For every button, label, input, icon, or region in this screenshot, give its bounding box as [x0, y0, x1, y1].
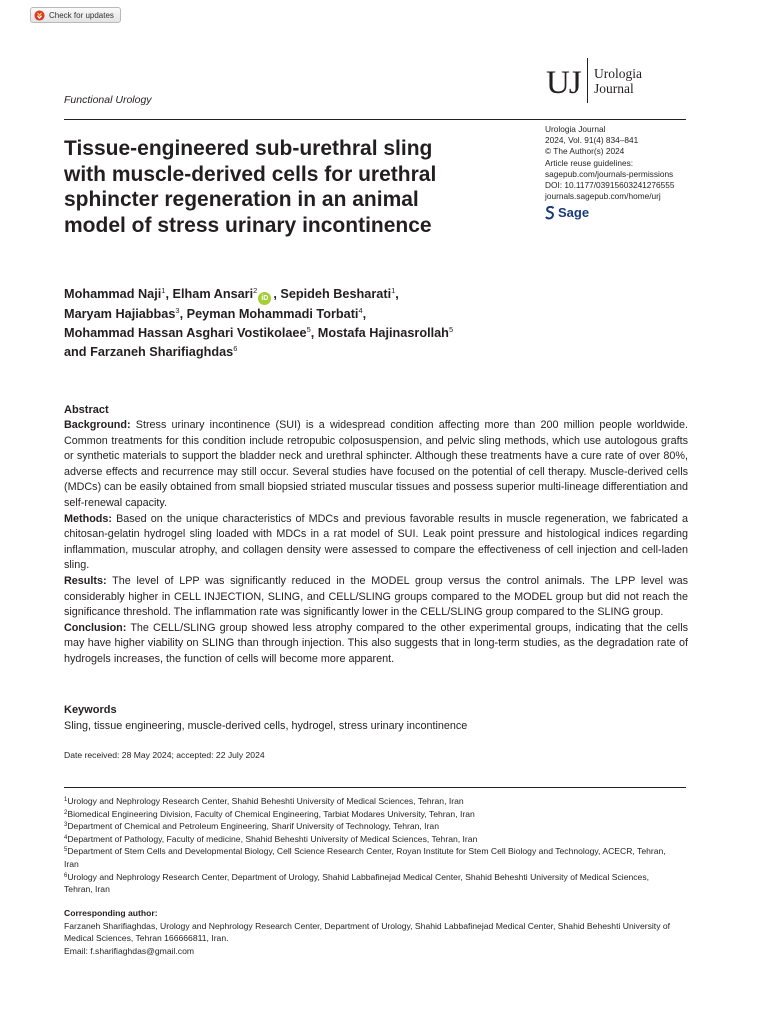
- article-title: Tissue-engineered sub-urethral sling with muscle-derived cells for urethral sphincter regeneration in an animal model of stress urinary incontinence: [64, 137, 437, 237]
- meta-reuse-label: Article reuse guidelines:: [545, 157, 634, 168]
- meta-journal-link[interactable]: journals.sagepub.com/home/urj: [545, 191, 661, 202]
- author-line: Mohammad Hassan Asghari Vostikolaee$^5$, Mostafa Hajinasrollah$^5$: [64, 325, 454, 340]
- abstract: [64, 403, 688, 668]
- journal-logo-mark: UJ: [546, 65, 581, 101]
- keywords-text: Sling, tissue engineering, muscle-derived cells, hydrogel, stress urinary incontinence: [64, 720, 468, 732]
- affiliations: [64, 795, 679, 896]
- author-name: Maryam Hajiabbas: [64, 307, 176, 321]
- abstract-methods: Methods: Based on the unique characteristics of MDCs and previous favorable results in muscle regeneration, we fabricated a chitosan-gelatin hydrogel sling loaded with MDCs in a rat model of SUI. Leak point pressure and histological indices regarding inflammation, muscular atrophy, and collagen density were assessed to compare the effectiveness of cell injection and cell-laden sling.: [64, 512, 688, 572]
- publisher-name: Sage: [558, 205, 590, 220]
- keywords-heading: Keywords: [64, 704, 117, 716]
- author-name: Elham Ansari: [172, 287, 254, 301]
- check-for-updates-label: Check for updates: [49, 10, 114, 20]
- affiliations-rule: [64, 787, 686, 788]
- received-dates: Date received: 28 May 2024; accepted: 22 July 2024: [64, 750, 265, 760]
- check-for-updates-badge[interactable]: [30, 7, 121, 23]
- check-for-updates-icon: [34, 10, 45, 21]
- affiliation-item: $^2$Biomedical Engineering Division, Faculty of Chemical Engineering, Tarbiat Modares University, Tehran, Iran: [64, 808, 475, 819]
- meta-permissions-link[interactable]: sagepub.com/journals-permissions: [545, 168, 674, 179]
- meta-volume: 2024, Vol. 91(4) 834–841: [545, 135, 639, 146]
- author-line: Maryam Hajiabbas$^3$, Peyman Mohammadi Torbati$^4$,: [64, 306, 367, 321]
- abstract-results: Results: The level of LPP was significantly reduced in the MODEL group versus the control animals. The LPP level was considerably higher in CELL INJECTION, SLING, and CELL/SLING groups compared to the MODEL group but did not reach the significance threshold. The inflammation rate was significantly lower in the CELL/SLING group compared to the SLING group.: [64, 574, 688, 619]
- affiliation-item: $^6$Urology and Nephrology Research Center, Department of Urology, Shahid Labbafinejad Medical Center, Shahid Beheshti University of Medical Sciences, Tehran, Iran: [64, 871, 650, 895]
- meta-journal-name: Urologia Journal: [545, 124, 606, 134]
- corresponding-author: [64, 907, 684, 957]
- author-line: Mohammad Naji$^1$, Elham Ansari$^2$iD , Sepideh Besharati$^1$,: [64, 285, 544, 305]
- abstract-conclusion: Conclusion: The CELL/SLING group showed less atrophy compared to the other experimental groups, indicating that the cells may have higher viability on SLING than through injection. This also suggests that in long-term studies, as the degradation rate of hydrogels increases, the function of cells will become more apparent.: [64, 621, 688, 665]
- meta-copyright: © The Author(s) 2024: [545, 146, 625, 157]
- corresponding-heading: Corresponding author:: [64, 908, 158, 918]
- abstract-heading: Abstract: [64, 404, 109, 416]
- journal-logo-name: Urologia Journal: [594, 66, 642, 96]
- orcid-icon[interactable]: iD: [258, 292, 271, 305]
- author-name: Mohammad Hassan Asghari Vostikolaee: [64, 326, 307, 340]
- author-name: Mohammad Naji: [64, 287, 162, 301]
- affiliation-item: $^3$Department of Chemical and Petroleum Engineering, Sharif University of Technology, Tehran, Iran: [64, 821, 439, 832]
- author-name: Peyman Mohammadi Torbati: [186, 307, 359, 321]
- header-rule: [64, 119, 686, 120]
- meta-doi-link[interactable]: DOI: 10.1177/03915603241276555: [545, 180, 675, 191]
- keywords: [64, 703, 688, 734]
- affiliation-item: $^5$Department of Stem Cells and Developmental Biology, Cell Science Research Center, Royan Institute for Stem Cell Biology and Technology, ACECR, Tehran, Iran: [64, 846, 666, 869]
- publisher-logo: [545, 205, 589, 220]
- sage-logo-icon: [545, 206, 555, 220]
- author-name: Sepideh Besharati: [280, 287, 392, 301]
- corresponding-email[interactable]: Email: f.sharifiaghdas@gmail.com: [64, 945, 195, 956]
- author-list: [64, 285, 544, 362]
- affiliation-item: $^1$Urology and Nephrology Research Center, Shahid Beheshti University of Medical Sciences, Tehran, Iran: [64, 796, 464, 806]
- journal-metadata: [545, 124, 695, 202]
- author-name: and Farzaneh Sharifiaghdas: [64, 345, 234, 359]
- journal-logo-divider: [587, 58, 588, 103]
- abstract-background: Background: Stress urinary incontinence (SUI) is a widespread condition affecting more than 200 million people worldwide. Common treatments for this condition include retropubic colposuspension, and pelvic sling methods, which use autologous grafts or synthetic materials to support the bladder neck and urethral sphincter. Although these treatments have a cure rate of over 80%, adverse effects and recurrence may still occur. Several studies have focused on the potential of cell therapy. Muscle-derived cells (MDCs) can be easily obtained from small biopsied striated muscular tissues and possess superior multi-lineage differentiation and self-renewal capacity.: [64, 419, 688, 509]
- author-name: Mostafa Hajinasrollah: [317, 326, 449, 340]
- author-line: and Farzaneh Sharifiaghdas$^6$: [64, 344, 238, 359]
- corresponding-address: Farzaneh Sharifiaghdas, Urology and Nephrology Research Center, Department of Urology, Shahid Labbafinejad Medical Center, Shahid Beheshti University of Medical Sciences, Tehran 166666811, Iran.: [64, 920, 671, 944]
- article-section: Functional Urology: [64, 94, 152, 106]
- affiliation-item: $^4$Department of Pathology, Faculty of medicine, Shahid Beheshti University of Medical Sciences, Tehran, Iran: [64, 833, 478, 844]
